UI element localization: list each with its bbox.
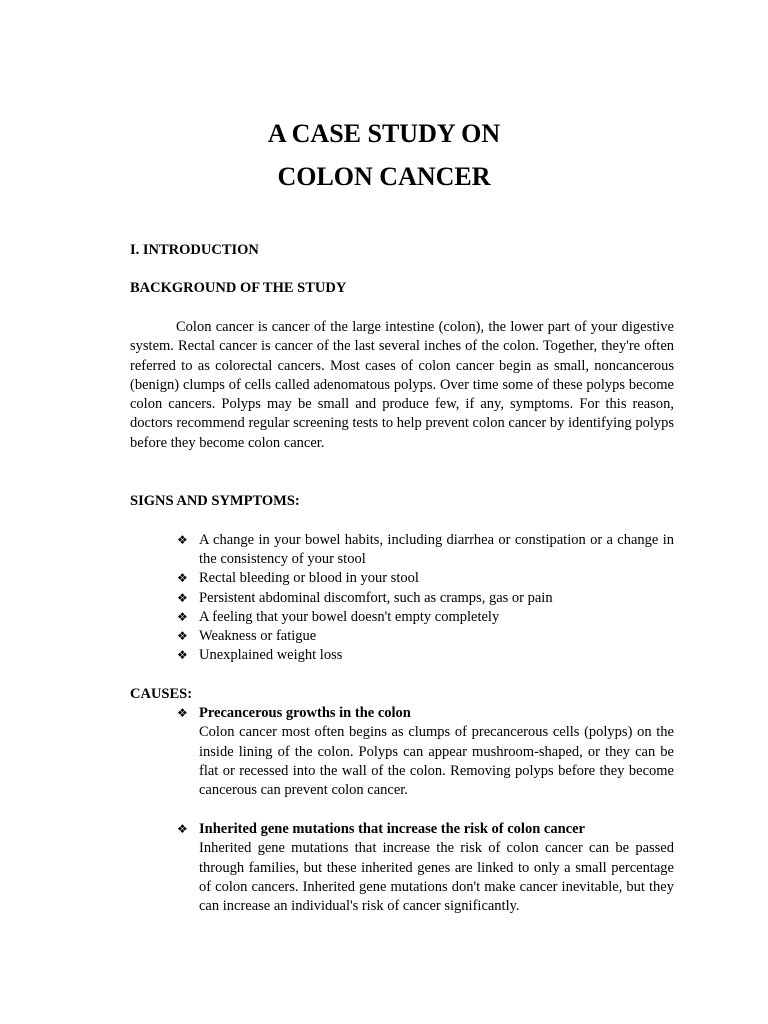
causes-heading: CAUSES:: [130, 686, 193, 702]
list-item: [177, 627, 674, 646]
cause-item-precancerous-growths: [177, 704, 674, 800]
diamond-bullet-icon: ❖: [177, 590, 188, 605]
list-item-text: Persistent abdominal discomfort, such as cramps, gas or pain: [199, 589, 553, 606]
diamond-bullet-icon: ❖: [177, 533, 188, 547]
list-item: [177, 531, 674, 569]
cause-item-inherited-mutations: [177, 820, 674, 916]
cause-title: Inherited gene mutations that increase the risk of colon cancer: [199, 821, 585, 837]
document-title-line-2: COLON CANCER: [277, 162, 491, 191]
signs-heading: SIGNS AND SYMPTOMS:: [130, 493, 300, 509]
diamond-bullet-icon: ❖: [177, 629, 188, 644]
diamond-bullet-icon: ❖: [177, 648, 188, 663]
background-heading: BACKGROUND OF THE STUDY: [130, 280, 347, 296]
cause-body: Inherited gene mutations that increase the risk of colon cancer can be passed through families, but these inherited genes are linked to only a small percentage of colon cancers. Inherited gene mutations don't make cancer inevitable, but they can increase an individual's risk of cancer significantly.: [199, 840, 674, 915]
list-item: [177, 569, 674, 588]
diamond-bullet-icon: ❖: [177, 571, 188, 586]
diamond-bullet-icon: ❖: [177, 822, 188, 836]
list-item-text: A change in your bowel habits, including diarrhea or constipation or a change in the consistency of your stool: [199, 532, 674, 568]
list-item-text: Rectal bleeding or blood in your stool: [199, 570, 419, 587]
list-item-text: A feeling that your bowel doesn't empty completely: [199, 608, 500, 625]
background-paragraph: Colon cancer is cancer of the large intestine (colon), the lower part of your digestive system. Rectal cancer is cancer of the last several inches of the colon. Together, they're often referred to as colorectal cancers. Most cases of colon cancer begin as small, noncancerous (benign) clumps of cells called adenomatous polyps. Over time some of these polyps become colon cancers. Polyps may be small and produce few, if any, symptoms. For this reason, doctors recommend regular screening tests to help prevent colon cancer by identifying polyps before they become colon cancer.: [130, 319, 674, 451]
diamond-bullet-icon: ❖: [177, 706, 188, 720]
list-item-text: Unexplained weight loss: [199, 647, 343, 664]
list-item: [177, 646, 674, 665]
cause-body: Colon cancer most often begins as clumps of precancerous cells (polyps) on the inside lining of the colon. Polyps can appear mushroom-shaped, or they can be flat or recessed into the wall of the colon. Removing polyps before they become cancerous can prevent colon cancer.: [199, 724, 674, 799]
signs-list: [177, 531, 674, 665]
diamond-bullet-icon: ❖: [177, 609, 188, 624]
list-item: [177, 589, 674, 608]
introduction-heading: I. INTRODUCTION: [130, 242, 259, 258]
document-title-line-1: A CASE STUDY ON: [267, 119, 501, 148]
cause-title: Precancerous growths in the colon: [199, 705, 411, 721]
list-item-text: Weakness or fatigue: [199, 628, 317, 645]
list-item: [177, 608, 674, 627]
